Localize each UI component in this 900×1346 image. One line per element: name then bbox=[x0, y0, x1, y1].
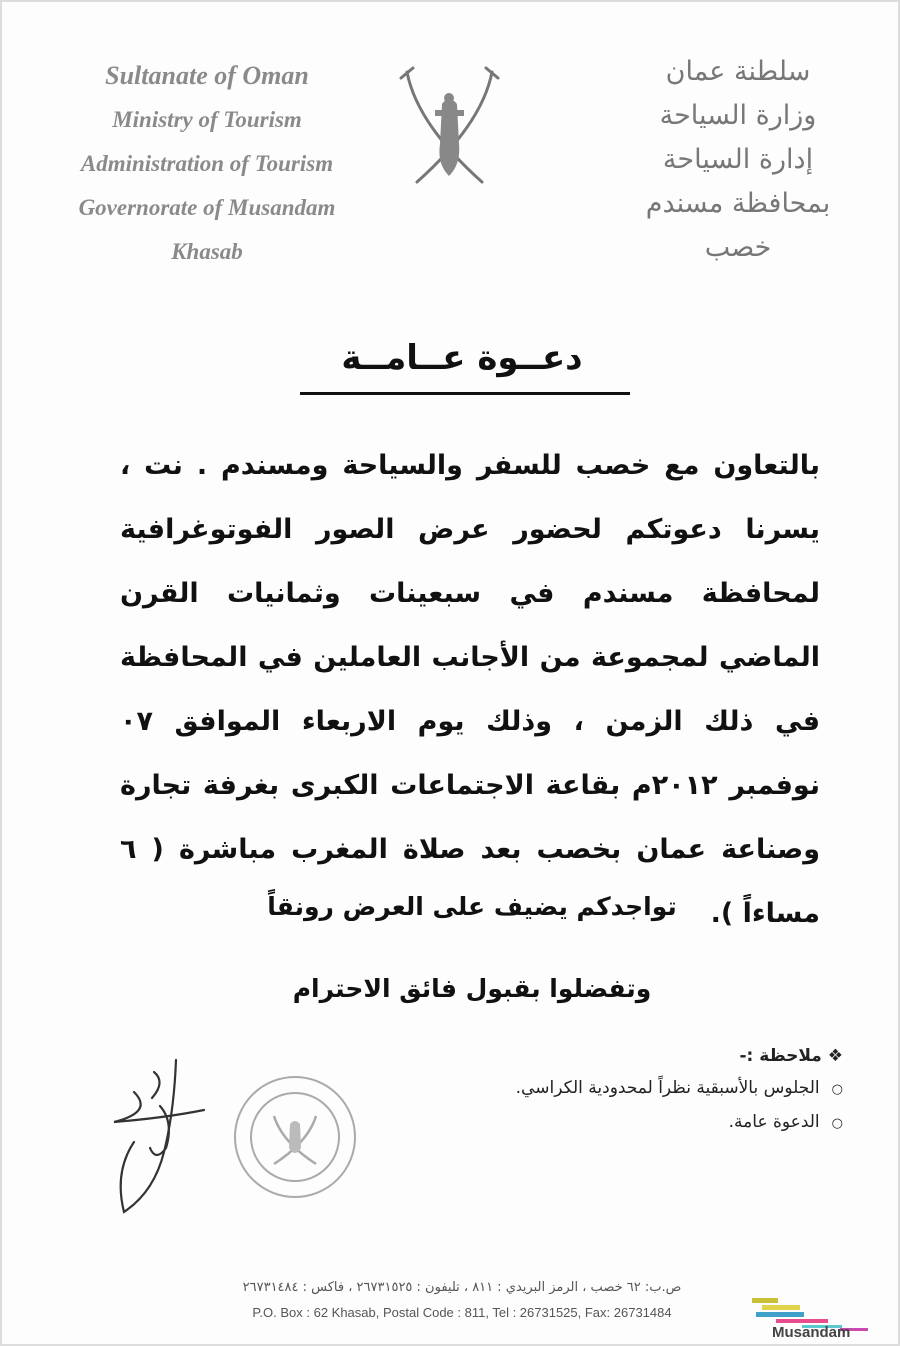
invitation-body: بالتعاون مع خصب للسفر والسياحة ومسندم . نت ، يسرنا دعوتكم لحضور عرض الصور الفوتوغرافية لمحافظة مسندم في سبعينات وثمانيات القرن الماضي لمجموعة من الأجانب العاملين في المحافظة في ذلك الزمن ، وذلك يوم الاربعاء الموافق ٠٧ نوفمبر ٢٠١٢م بقاعة الاجتماعات الكبرى بغرفة تجارة وصناعة عمان بخصب بعد صلاة المغرب مباشرة ( ٦ مساءاً ). bbox=[120, 450, 820, 929]
oman-emblem-icon bbox=[387, 64, 512, 194]
notes-heading: ❖ ملاحظة :- bbox=[739, 1046, 843, 1066]
header-arabic bbox=[608, 50, 868, 270]
footer-address-arabic: ص.ب: ٦٢ خصب ، الرمز البريدي : ٨١١ ، تليفون : ٢٦٧٣١٥٢٥ ، فاكس : ٢٦٧٣١٤٨٤ bbox=[242, 1280, 682, 1295]
note-item-2: ○ الدعوة عامة. bbox=[323, 1106, 843, 1140]
header-en-line-2: Ministry of Tourism bbox=[112, 107, 302, 132]
header-ar-line-4: بمحافظة مسندم bbox=[645, 188, 831, 219]
title-underline bbox=[300, 392, 630, 395]
closing-line-1: تواجدكم يضيف على العرض رونقاً bbox=[267, 892, 677, 921]
footer-address-english: P.O. Box : 62 Khasab, Postal Code : 811, Tel : 26731525, Fax: 26731484 bbox=[252, 1305, 672, 1320]
header-en-line-5: Khasab bbox=[171, 239, 243, 264]
note-item-1: ○ الجلوس بالأسبقية نظراً لمحدودية الكراسي. bbox=[323, 1072, 843, 1106]
musandam-logo-text: Musandam bbox=[772, 1324, 851, 1341]
invitation-title: دعــوة عــامــة bbox=[341, 338, 583, 378]
handwritten-signature bbox=[94, 1052, 214, 1222]
notes-section bbox=[323, 1040, 843, 1140]
header-ar-line-3: إدارة السياحة bbox=[662, 144, 814, 175]
header-ar-line-2: وزارة السياحة bbox=[659, 100, 817, 131]
header-ar-line-5: خصب bbox=[704, 232, 772, 263]
official-stamp bbox=[230, 1072, 360, 1202]
header-en-line-1: Sultanate of Oman bbox=[105, 61, 309, 90]
header-english bbox=[42, 54, 372, 274]
header-ar-line-1: سلطنة عمان bbox=[665, 56, 811, 87]
header-en-line-3: Administration of Tourism bbox=[80, 151, 334, 176]
closing-line-2: وتفضلوا بقبول فائق الاحترام bbox=[292, 974, 652, 1003]
header-en-line-4: Governorate of Musandam bbox=[78, 195, 336, 220]
